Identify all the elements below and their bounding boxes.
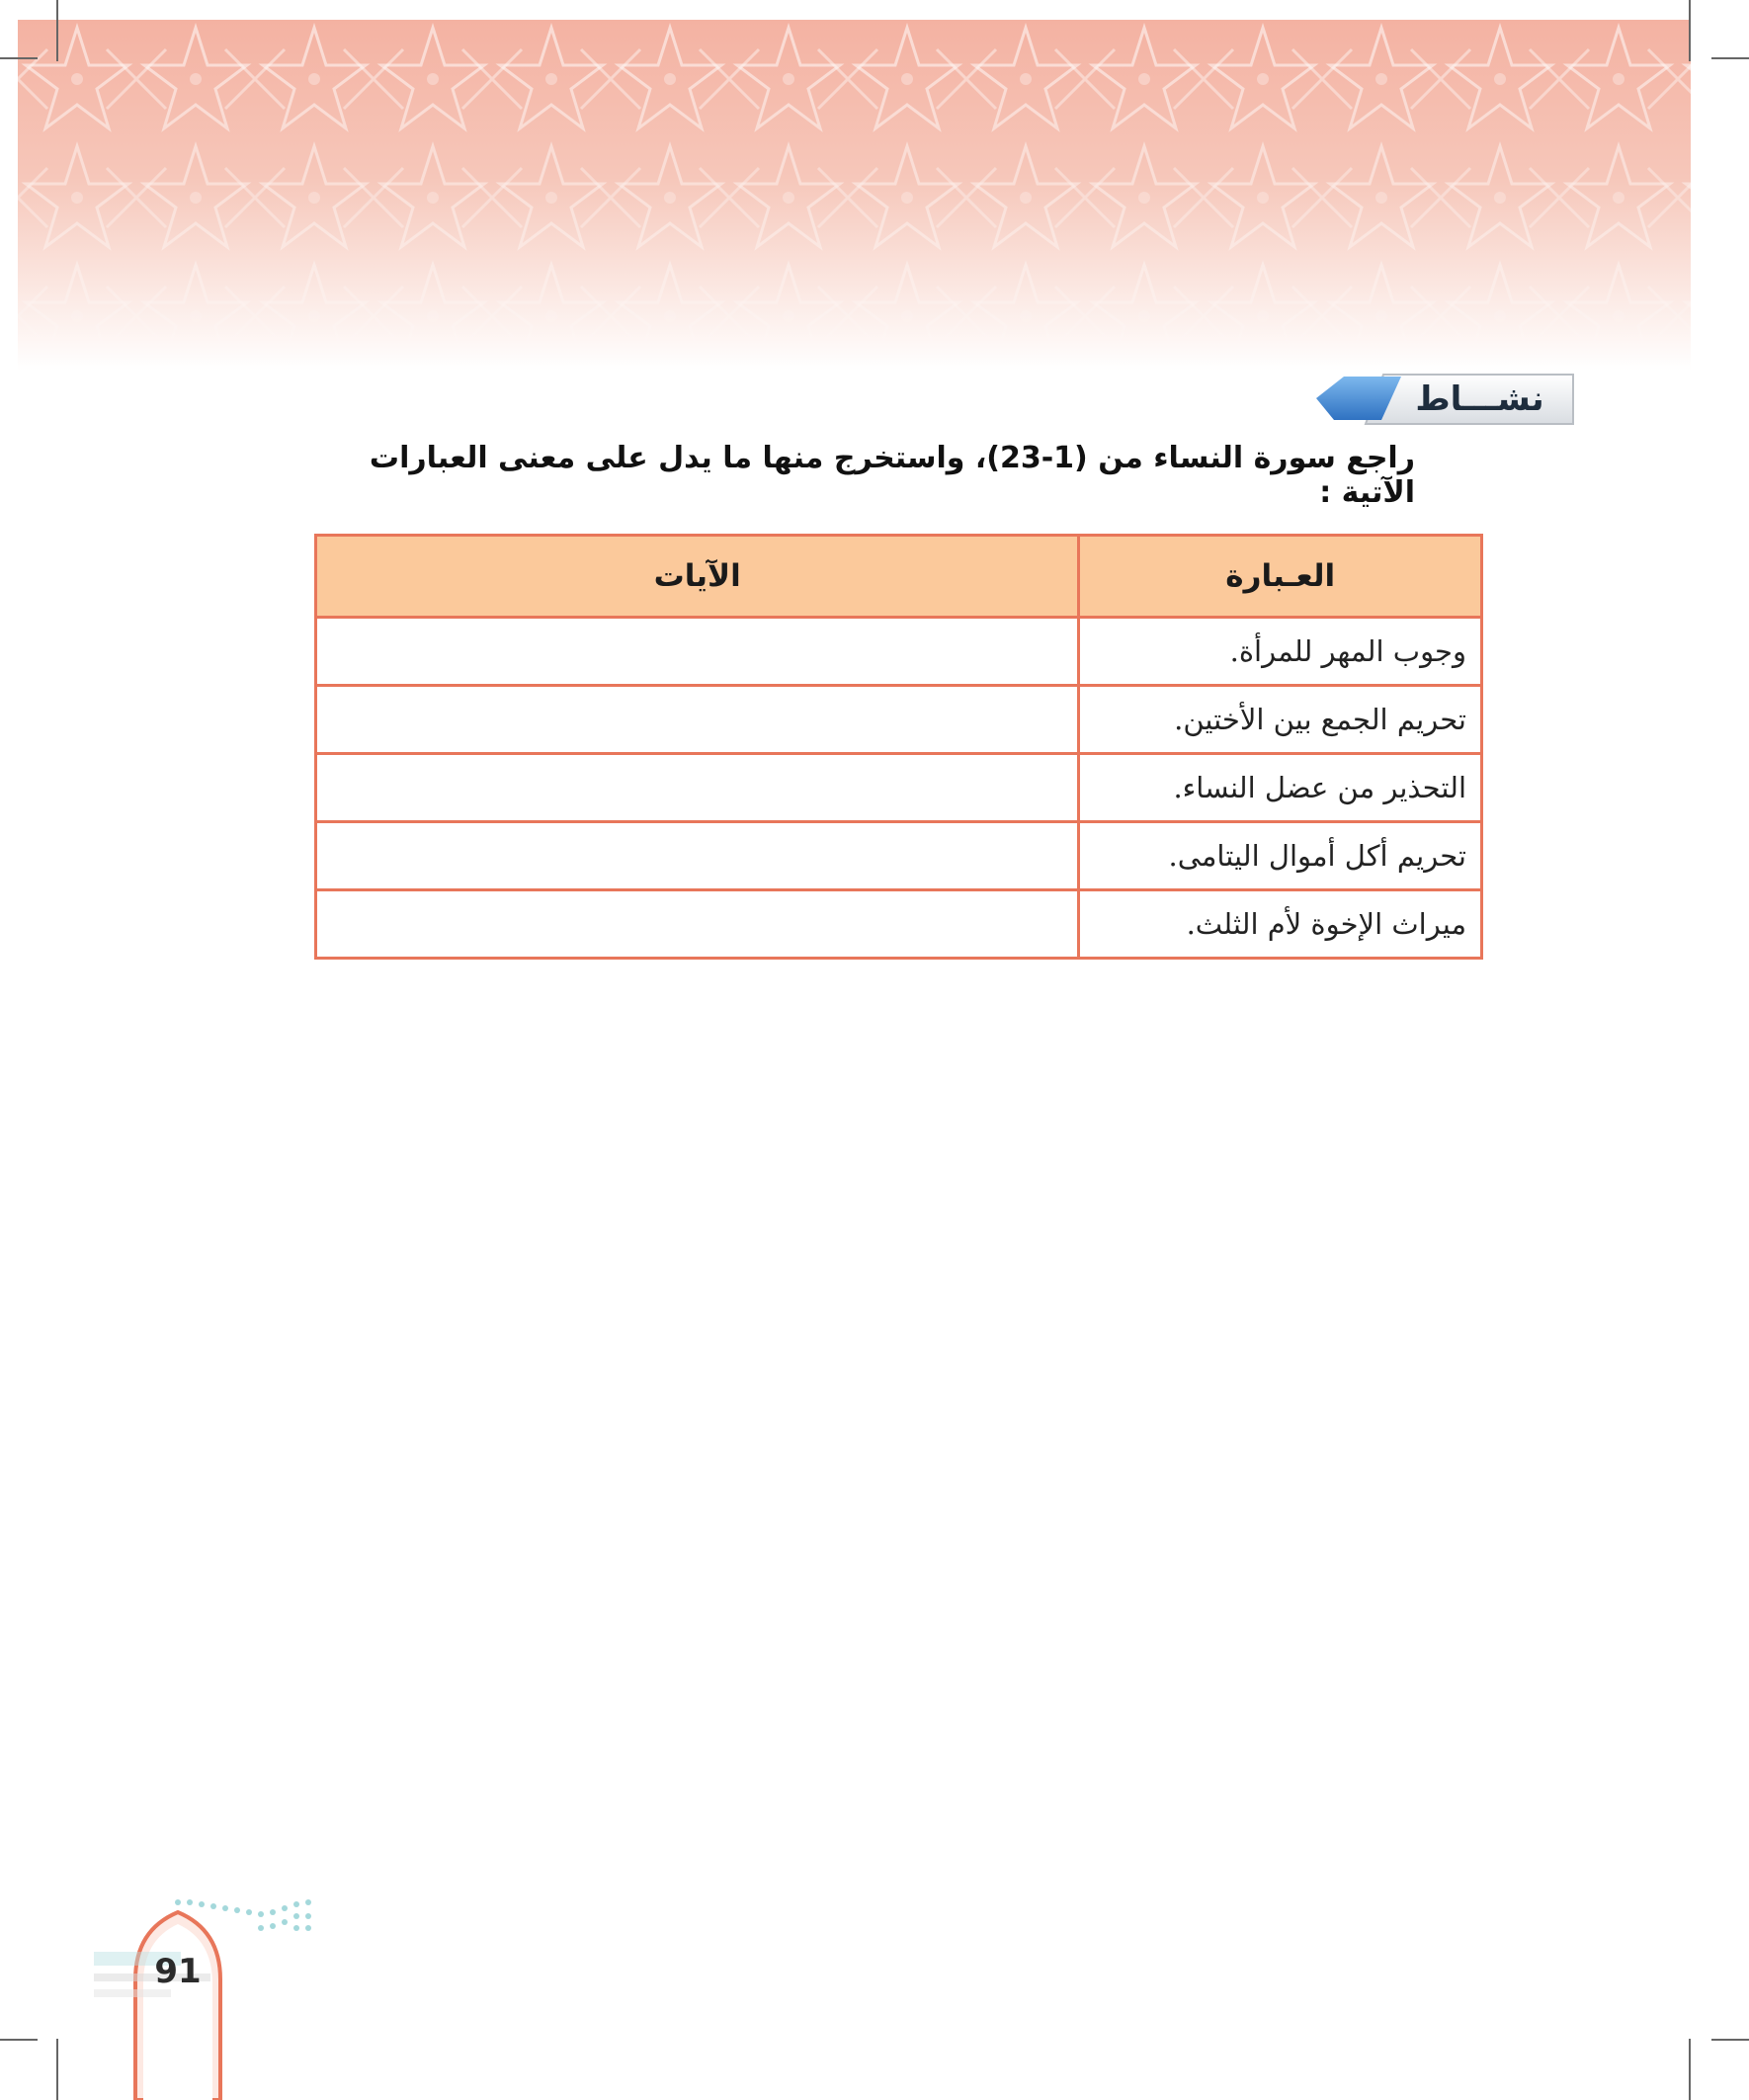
table-row	[316, 754, 1482, 822]
verses-answer-cell[interactable]	[316, 890, 1079, 959]
table-row	[316, 822, 1482, 890]
crop-mark	[0, 2039, 38, 2041]
phrase-cell: وجوب المهر للمرأة.	[1079, 618, 1482, 686]
table-row	[316, 686, 1482, 754]
ministry-logo-icon	[94, 1892, 331, 2100]
activity-badge-label: نشـــاط	[1415, 379, 1544, 419]
crop-mark	[56, 0, 58, 61]
table-row	[316, 618, 1482, 686]
crop-mark	[1689, 0, 1691, 61]
phrase-cell: تحريم الجمع بين الأختين.	[1079, 686, 1482, 754]
table-header-row	[316, 536, 1482, 618]
verses-column-header: الآيات	[316, 536, 1079, 618]
verses-answer-cell[interactable]	[316, 618, 1079, 686]
verses-answer-cell[interactable]	[316, 686, 1079, 754]
verses-answer-cell[interactable]	[316, 822, 1079, 890]
crop-mark	[1711, 57, 1749, 59]
crop-mark	[1689, 2039, 1691, 2100]
islamic-pattern-icon	[18, 20, 1691, 371]
crop-mark	[1711, 2039, 1749, 2041]
phrase-cell: التحذير من عضل النساء.	[1079, 754, 1482, 822]
activity-table	[314, 534, 1483, 960]
crop-mark	[0, 57, 38, 59]
decorative-header-band	[18, 20, 1691, 371]
verses-answer-cell[interactable]	[316, 754, 1079, 822]
crop-mark	[56, 2039, 58, 2100]
phrase-column-header: العـبارة	[1079, 536, 1482, 618]
table-row	[316, 890, 1482, 959]
phrase-cell: تحريم أكل أموال اليتامى.	[1079, 822, 1482, 890]
instruction-text: راجع سورة النساء من (1-23)، واستخرج منها ما يدل على معنى العبارات الآتية :	[369, 441, 1415, 510]
page-number: 91	[154, 1952, 202, 1991]
phrase-cell: ميراث الإخوة لأم الثلث.	[1079, 890, 1482, 959]
